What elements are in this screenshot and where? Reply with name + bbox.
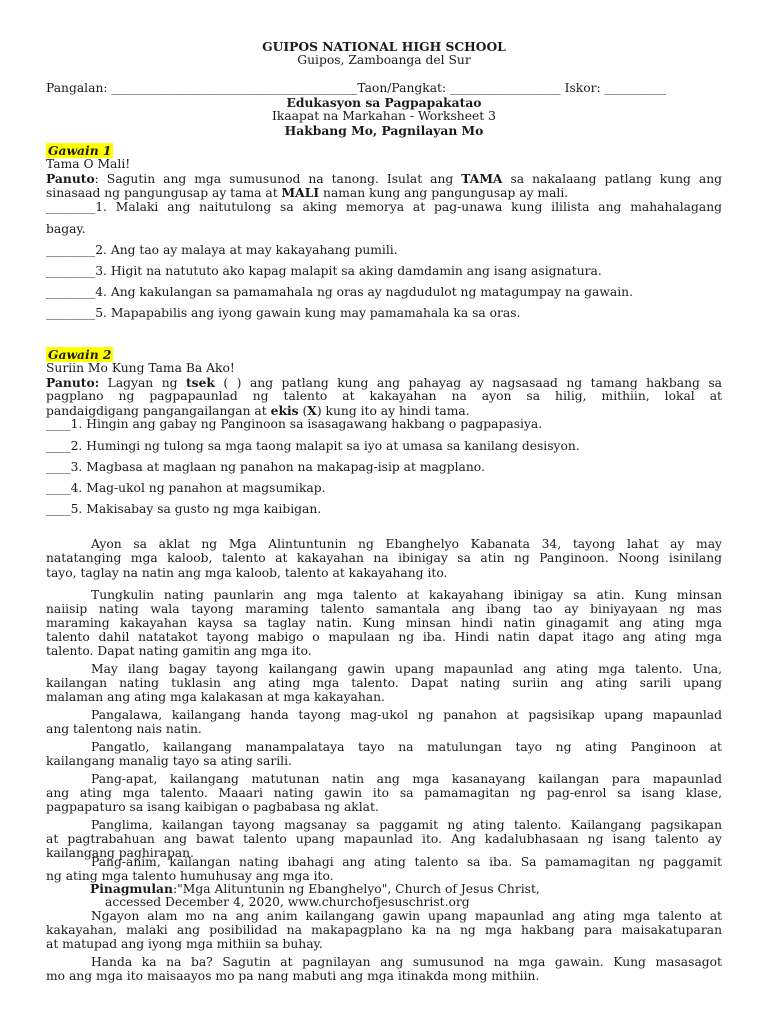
panuto-text: ) kung ito ay hindi tama.	[316, 404, 470, 418]
paragraph-line: talento. Dapat nating gamitin ang mga ito.	[46, 644, 312, 658]
student-info-line: Pangalan: ________________________________________Taon/Pangkat: __________________ Iskor: __________	[46, 81, 667, 95]
panuto-text: Lagyan ng	[99, 376, 186, 390]
paragraph-line: Tungkulin nating paunlarin ang mga talento at kakayahang ibinigay sa atin. Kung minsan	[91, 588, 722, 602]
paragraph-line: Pangalawa, kailangang handa tayong mag-ukol ng panahon at pagsisikap upang mapaunlad	[91, 708, 722, 722]
panuto-text: pandaigdigang pangangailangan at	[46, 404, 271, 418]
panuto-text: sa nakalaang patlang kung ang	[502, 172, 722, 186]
subject-title: Edukasyon sa Pagpapakatao	[286, 95, 482, 110]
panuto-text: : Sagutin ang mga sumusunod na tanong. Isulat ang	[94, 172, 462, 186]
gawain2-item-1: ____1. Hingin ang gabay ng Panginoon sa isasagawang hakbang o pagpapasiya.	[46, 417, 543, 431]
quarter-label: Ikaapat na Markahan - Worksheet 3	[272, 109, 496, 123]
gawain1-item-1-cont: bagay.	[46, 222, 86, 236]
panuto-label: Panuto	[46, 171, 95, 186]
paragraph-line: Ayon sa aklat ng Mga Alintuntunin ng Ebanghelyo Kabanata 34, tayong lahat ay may	[91, 537, 722, 551]
school-name: GUIPOS NATIONAL HIGH SCHOOL	[262, 39, 506, 54]
paragraph-line: maraming kakayahan kaysa sa taglay natin. Kung minsan hindi natin ginagamit ang ating mga	[46, 616, 722, 630]
paragraph-line: ang ating mga talento. Maaari nating gawin ito sa pamamagitan ng pag-enrol sa isang klase,	[46, 786, 722, 800]
panuto-text: ( ) ang patlang kung ang pahayag ay nagsasaad ng tamang hakbang sa	[214, 376, 722, 390]
school-address: Guipos, Zamboanga del Sur	[297, 53, 471, 67]
worksheet-title: Hakbang Mo, Pagnilayan Mo	[284, 123, 484, 138]
paragraph-line: malaman ang ating mga kalakasan at mga kakayahan.	[46, 690, 385, 704]
ekis-keyword: ekis	[270, 403, 299, 418]
mali-keyword: MALI	[281, 185, 320, 200]
paragraph-line: kailangan nating tuklasin ang ating mga talento. Dapat nating suriin ang ating sarili upang	[46, 676, 722, 690]
paragraph-line: Ngayon alam mo na ang anim kailangang gawin upang mapaunlad ang ating mga talento at	[91, 909, 722, 923]
paragraph-line: ng ating mga talento humuhusay ang mga ito.	[46, 869, 334, 883]
gawain2-item-4: ____4. Mag-ukol ng panahon at magsumikap.	[46, 481, 326, 495]
gawain1-item-5: ________5. Mapapabilis ang iyong gawain kung may pamamahala ka sa oras.	[46, 306, 521, 320]
source-text: :"Mga Alituntunin ng Ebanghelyo", Church of Jesus Christ,	[172, 882, 540, 896]
panuto-text: naman kung ang pangungusap ay mali.	[319, 186, 569, 200]
paragraph-line: tayo, taglay na natin ang mga kaloob, talento at kakayahang ito.	[46, 566, 448, 580]
paragraph-line: May ilang bagay tayong kailangang gawin upang mapaunlad ang ating mga talento. Una,	[91, 662, 722, 676]
tsek-keyword: tsek	[185, 375, 215, 390]
paragraph-line: at pagtrabahuan ang bawat talento upang mapaunlad ito. Ang kadalubhasaan ng isang talento ay	[46, 832, 722, 846]
gawain1-item-3: ________3. Higit na natututo ako kapag malapit sa aking damdamin ang isang asignatura.	[46, 264, 602, 278]
panuto-text: (	[298, 404, 308, 418]
paragraph-line: kailangang paghirapan.	[46, 846, 194, 860]
source-accessed: accessed December 4, 2020, www.churchofjesuschrist.org	[105, 895, 470, 909]
tama-keyword: TAMA	[461, 171, 503, 186]
gawain2-subtitle: Suriin Mo Kung Tama Ba Ako!	[46, 361, 235, 375]
paragraph-line: natatanging mga kaloob, talento at kakayahan na ibinigay sa atin ng Panginoon. Noong isinilang	[46, 551, 722, 565]
gawain2-label: Gawain 2	[48, 347, 112, 362]
paragraph-line: talento dahil natatakot tayong mabigo o mapulaan ng iba. Hindi natin dapat itago ang ating mga	[46, 630, 722, 644]
paragraph-line: Panglima, kailangan tayong magsanay sa paggamit ng ating talento. Kailangang pagsikapan	[91, 818, 722, 832]
gawain1-item-1: ________1. Malaki ang naitutulong sa aking memorya at pag-unawa kung ililista ang mahahalagang	[46, 200, 722, 214]
paragraph-line: kailangang manalig tayo sa ating sarili.	[46, 754, 292, 768]
gawain1-subtitle: Tama O Mali!	[46, 157, 131, 171]
paragraph-line: Pang-apat, kailangang matutunan natin ang mga kasanayang kailangan para mapaunlad	[91, 772, 722, 786]
gawain1-label: Gawain 1	[48, 143, 112, 158]
paragraph-line: pagpapaturo sa isang kaibigan o pagbabasa ng aklat.	[46, 800, 379, 814]
paragraph-line: Pang-anim, kailangan nating ibahagi ang ating talento sa iba. Sa pamamagitan ng paggamit	[91, 855, 722, 869]
gawain2-item-3: ____3. Magbasa at maglaan ng panahon na makapag-isip at magplano.	[46, 460, 485, 474]
paragraph-line: Handa ka na ba? Sagutin at pagnilayan ang sumusunod na mga gawain. Kung masasagot	[91, 955, 722, 969]
paragraph-line: mo ang mga ito maisaayos mo pa nang mabuti ang mga itinakda mong mithiin.	[46, 969, 540, 983]
paragraph-line: kakayahan, malaki ang posibilidad na makapagplano ka na ng mga hakbang para maisakatuparan	[46, 923, 722, 937]
gawain1-item-4: ________4. Ang kakulangan sa pamamahala ng oras ay nagdudulot ng matagumpay na gawain.	[46, 285, 634, 299]
gawain2-panuto-line2: pagplano ng pagpapaunlad ng talento at kakayahan na ayon sa hilig, mithiin, lokal at	[46, 389, 722, 403]
paragraph-line: Pangatlo, kailangang manampalataya tayo na matulungan tayo ng ating Panginoon at	[91, 740, 722, 754]
paragraph-line: at matupad ang iyong mga mithiin sa buhay.	[46, 937, 323, 951]
gawain2-item-5: ____5. Makisabay sa gusto ng mga kaibigan.	[46, 502, 322, 516]
paragraph-line: naiisip nating wala tayong maraming talento samantala ang ibang tao ay biniyayaan ng mas	[46, 602, 722, 616]
source-label: Pinagmulan	[90, 881, 173, 896]
gawain1-item-2: ________2. Ang tao ay malaya at may kakayahang pumili.	[46, 243, 398, 257]
gawain2-item-2: ____2. Humingi ng tulong sa mga taong malapit sa iyo at umasa sa kanilang desisyon.	[46, 439, 580, 453]
paragraph-line: ang talentong nais natin.	[46, 722, 202, 736]
panuto-label: Panuto:	[46, 375, 100, 390]
gawain1-panuto-line2	[46, 185, 568, 201]
x-mark: X	[307, 403, 317, 418]
panuto-text: sinasaad ng pangungusap ay tama at	[46, 186, 282, 200]
